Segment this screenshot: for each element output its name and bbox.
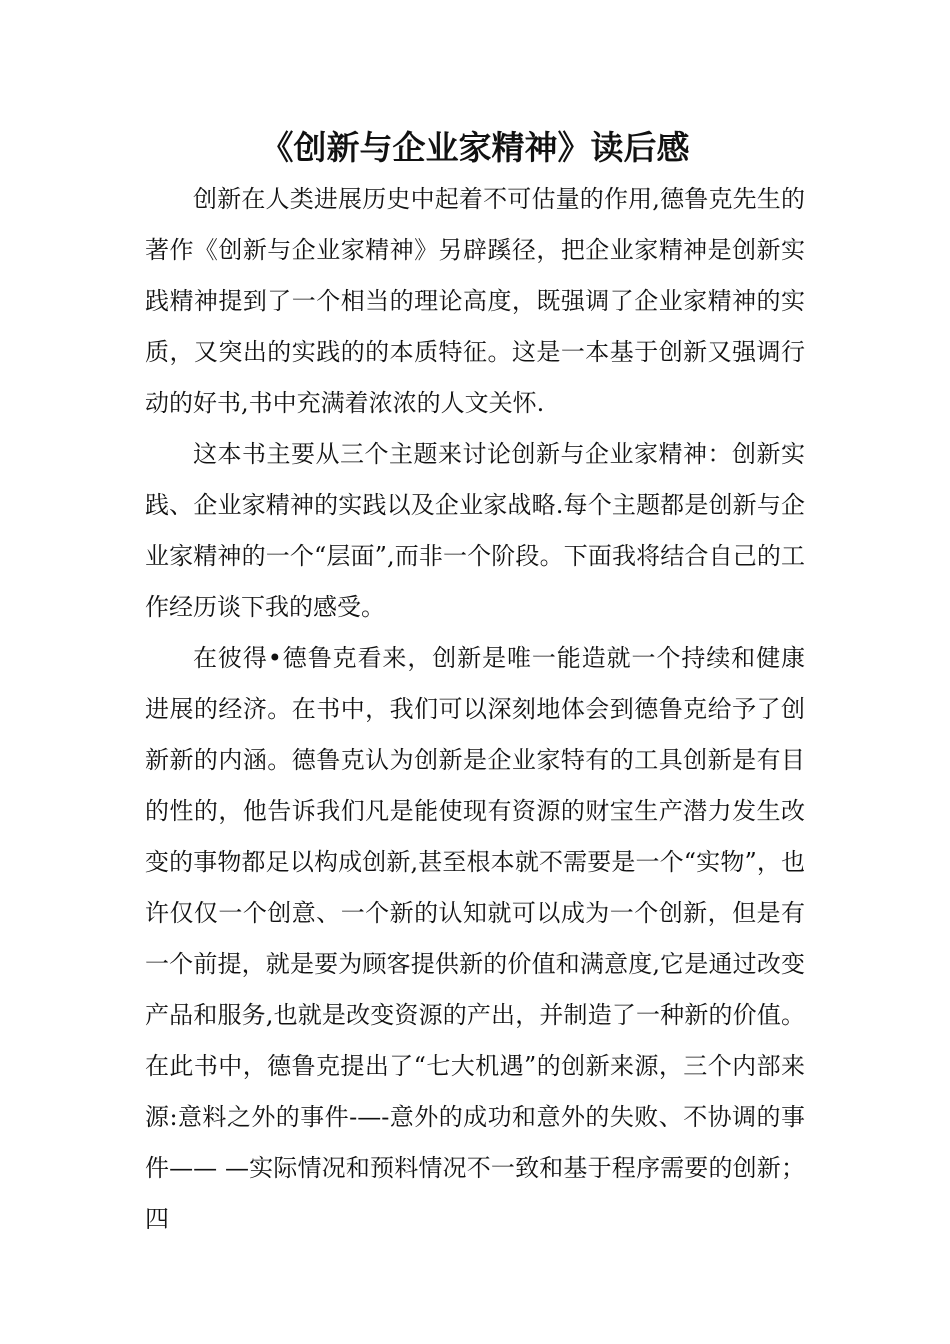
document-body [145, 174, 805, 1245]
paragraph-3: 在彼得•德鲁克看来，创新是唯一能造就一个持续和健康进展的经济。在书中，我们可以深刻地体会到德鲁克给予了创新新的内涵。德鲁克认为创新是企业家特有的工具创新是有目的性的，他告诉我们凡是能使现有资源的财宝生产潜力发生改变的事物都足以构成创新,甚至根本就不需要是一个“实物”，也许仅仅一个创意、一个新的认知就可以成为一个创新，但是有一个前提，就是要为顾客提供新的价值和满意度,它是通过改变产品和服务,也就是改变资源的产出，并制造了一种新的价值。在此书中，德鲁克提出了“七大机遇”的创新来源，三个内部来源:意料之外的事件-—-意外的成功和意外的失败、不协调的事件—— —实际情况和预料情况不一致和基于程序需要的创新；四 [145, 644, 805, 1233]
paragraph-2: 这本书主要从三个主题来讨论创新与企业家精神：创新实践、企业家精神的实践以及企业家战略.每个主题都是创新与企业家精神的一个“层面”,而非一个阶段。下面我将结合自己的工作经历谈下我的感受。 [145, 440, 805, 621]
document-title: 《创新与企业家精神》读后感 [260, 128, 690, 167]
paragraph-1: 创新在人类进展历史中起着不可估量的作用,德鲁克先生的著作《创新与企业家精神》另辟蹊径，把企业家精神是创新实践精神提到了一个相当的理论高度，既强调了企业家精神的实质，又突出的实践的的本质特征。这是一本基于创新又强调行动的好书,书中充满着浓浓的人文关怀. [145, 185, 805, 417]
